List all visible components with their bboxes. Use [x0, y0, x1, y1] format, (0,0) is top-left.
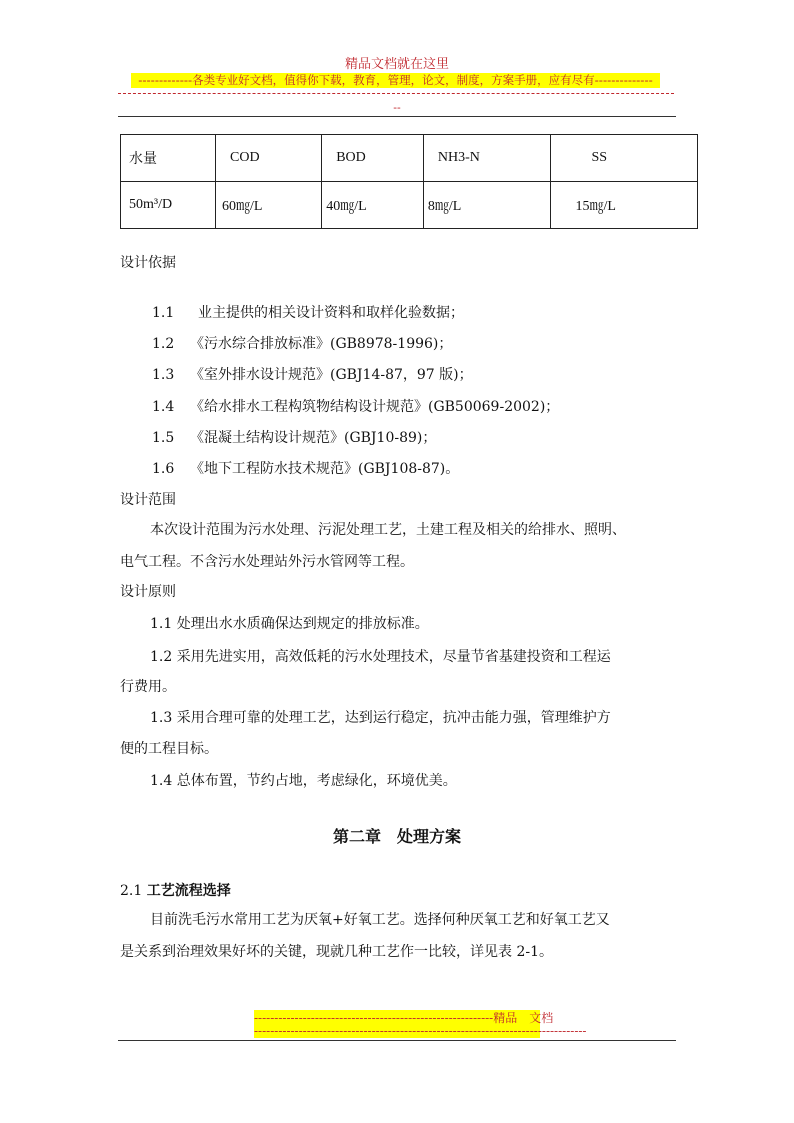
table-header-cell: BOD: [322, 135, 424, 182]
list-item: [152, 428, 436, 448]
section-line: 目前洗毛污水常用工艺为厌氧+好氧工艺。选择何种厌氧工艺和好氧工艺又: [150, 912, 610, 928]
table-header-cell: NH3-N: [423, 135, 551, 182]
scope-line: 电气工程。不含污水处理站外污水管网等工程。: [120, 554, 414, 570]
table-cell: 60㎎/L: [216, 182, 322, 229]
water-quality-table: [120, 134, 698, 229]
list-item-number: 1.1: [152, 305, 175, 321]
list-item-text: 业主提供的相关设计资料和取样化验数据；: [198, 305, 464, 321]
table-header-cell: COD: [216, 135, 322, 182]
list-item-number: 1.3: [152, 367, 175, 383]
section-number: 2.1: [120, 883, 143, 899]
scope-line: 本次设计范围为污水处理、污泥处理工艺，土建工程及相关的给排水、照明、: [150, 522, 626, 538]
list-item: [152, 459, 459, 479]
table-header-row: [121, 135, 698, 182]
table-cell: 8㎎/L: [423, 182, 551, 229]
list-item-text: 《混凝土结构设计规范》(GBJ10-89)；: [190, 430, 437, 446]
basis-heading: 设计依据: [120, 255, 176, 271]
header-dash-tail: --: [393, 101, 401, 114]
section-title: 工艺流程选择: [146, 883, 231, 899]
footer-line: -----------------------------------------------------------精品 文档: [254, 1011, 554, 1025]
section-heading: [120, 880, 231, 900]
header-rule: [118, 116, 676, 117]
principle-line: 1.4 总体布置，节约占地，考虑绿化，环境优美。: [150, 773, 457, 789]
section-line: 是关系到治理效果好坏的关键，现就几种工艺作一比较，详见表 2-1。: [120, 944, 553, 960]
principles-heading: 设计原则: [120, 584, 176, 600]
table-cell: 40㎎/L: [322, 182, 424, 229]
principle-line: 便的工程目标。: [120, 741, 218, 757]
list-item: [152, 303, 464, 323]
principle-line: 1.3 采用合理可靠的处理工艺，达到运行稳定，抗冲击能力强，管理维护方: [150, 710, 611, 726]
list-item-number: 1.4: [152, 399, 175, 415]
header-dashed-rule: [118, 93, 674, 94]
list-item-text: 《室外排水设计规范》(GBJ14-87，97 版)；: [190, 367, 473, 383]
list-item-text: 《污水综合排放标准》(GB8978-1996)；: [190, 336, 453, 352]
table-cell: 50m³/D: [121, 182, 216, 229]
list-item: [152, 365, 473, 385]
list-item: [152, 397, 559, 417]
list-item-text: 《地下工程防水技术规范》(GBJ108-87)。: [190, 461, 460, 477]
list-item: [152, 334, 452, 354]
principle-line: 1.2 采用先进实用，高效低耗的污水处理技术，尽量节省基建投资和工程运: [150, 649, 611, 665]
table-row: [121, 182, 698, 229]
header-subtitle: -------------各类专业好文档，值得你下载，教育，管理，论文，制度，方案手册，应有尽有--------------: [131, 73, 660, 88]
list-item-number: 1.6: [152, 461, 175, 477]
footer-line: ----------------------------------------------------------------------------------: [254, 1024, 587, 1038]
chapter-title: 第二章 处理方案: [332, 827, 461, 846]
principle-line: 1.1 处理出水水质确保达到规定的排放标准。: [150, 616, 429, 632]
table-header-cell: SS: [551, 135, 698, 182]
list-item-number: 1.2: [152, 336, 175, 352]
scope-heading: 设计范围: [120, 492, 176, 508]
table-cell: 15㎎/L: [551, 182, 698, 229]
list-item-text: 《给水排水工程构筑物结构设计规范》(GB50069-2002)；: [190, 399, 560, 415]
list-item-number: 1.5: [152, 430, 175, 446]
principle-line: 行费用。: [120, 679, 176, 695]
footer-rule: [118, 1040, 676, 1041]
header-title: 精品文档就在这里: [344, 57, 449, 72]
table-header-cell: 水量: [121, 135, 216, 182]
